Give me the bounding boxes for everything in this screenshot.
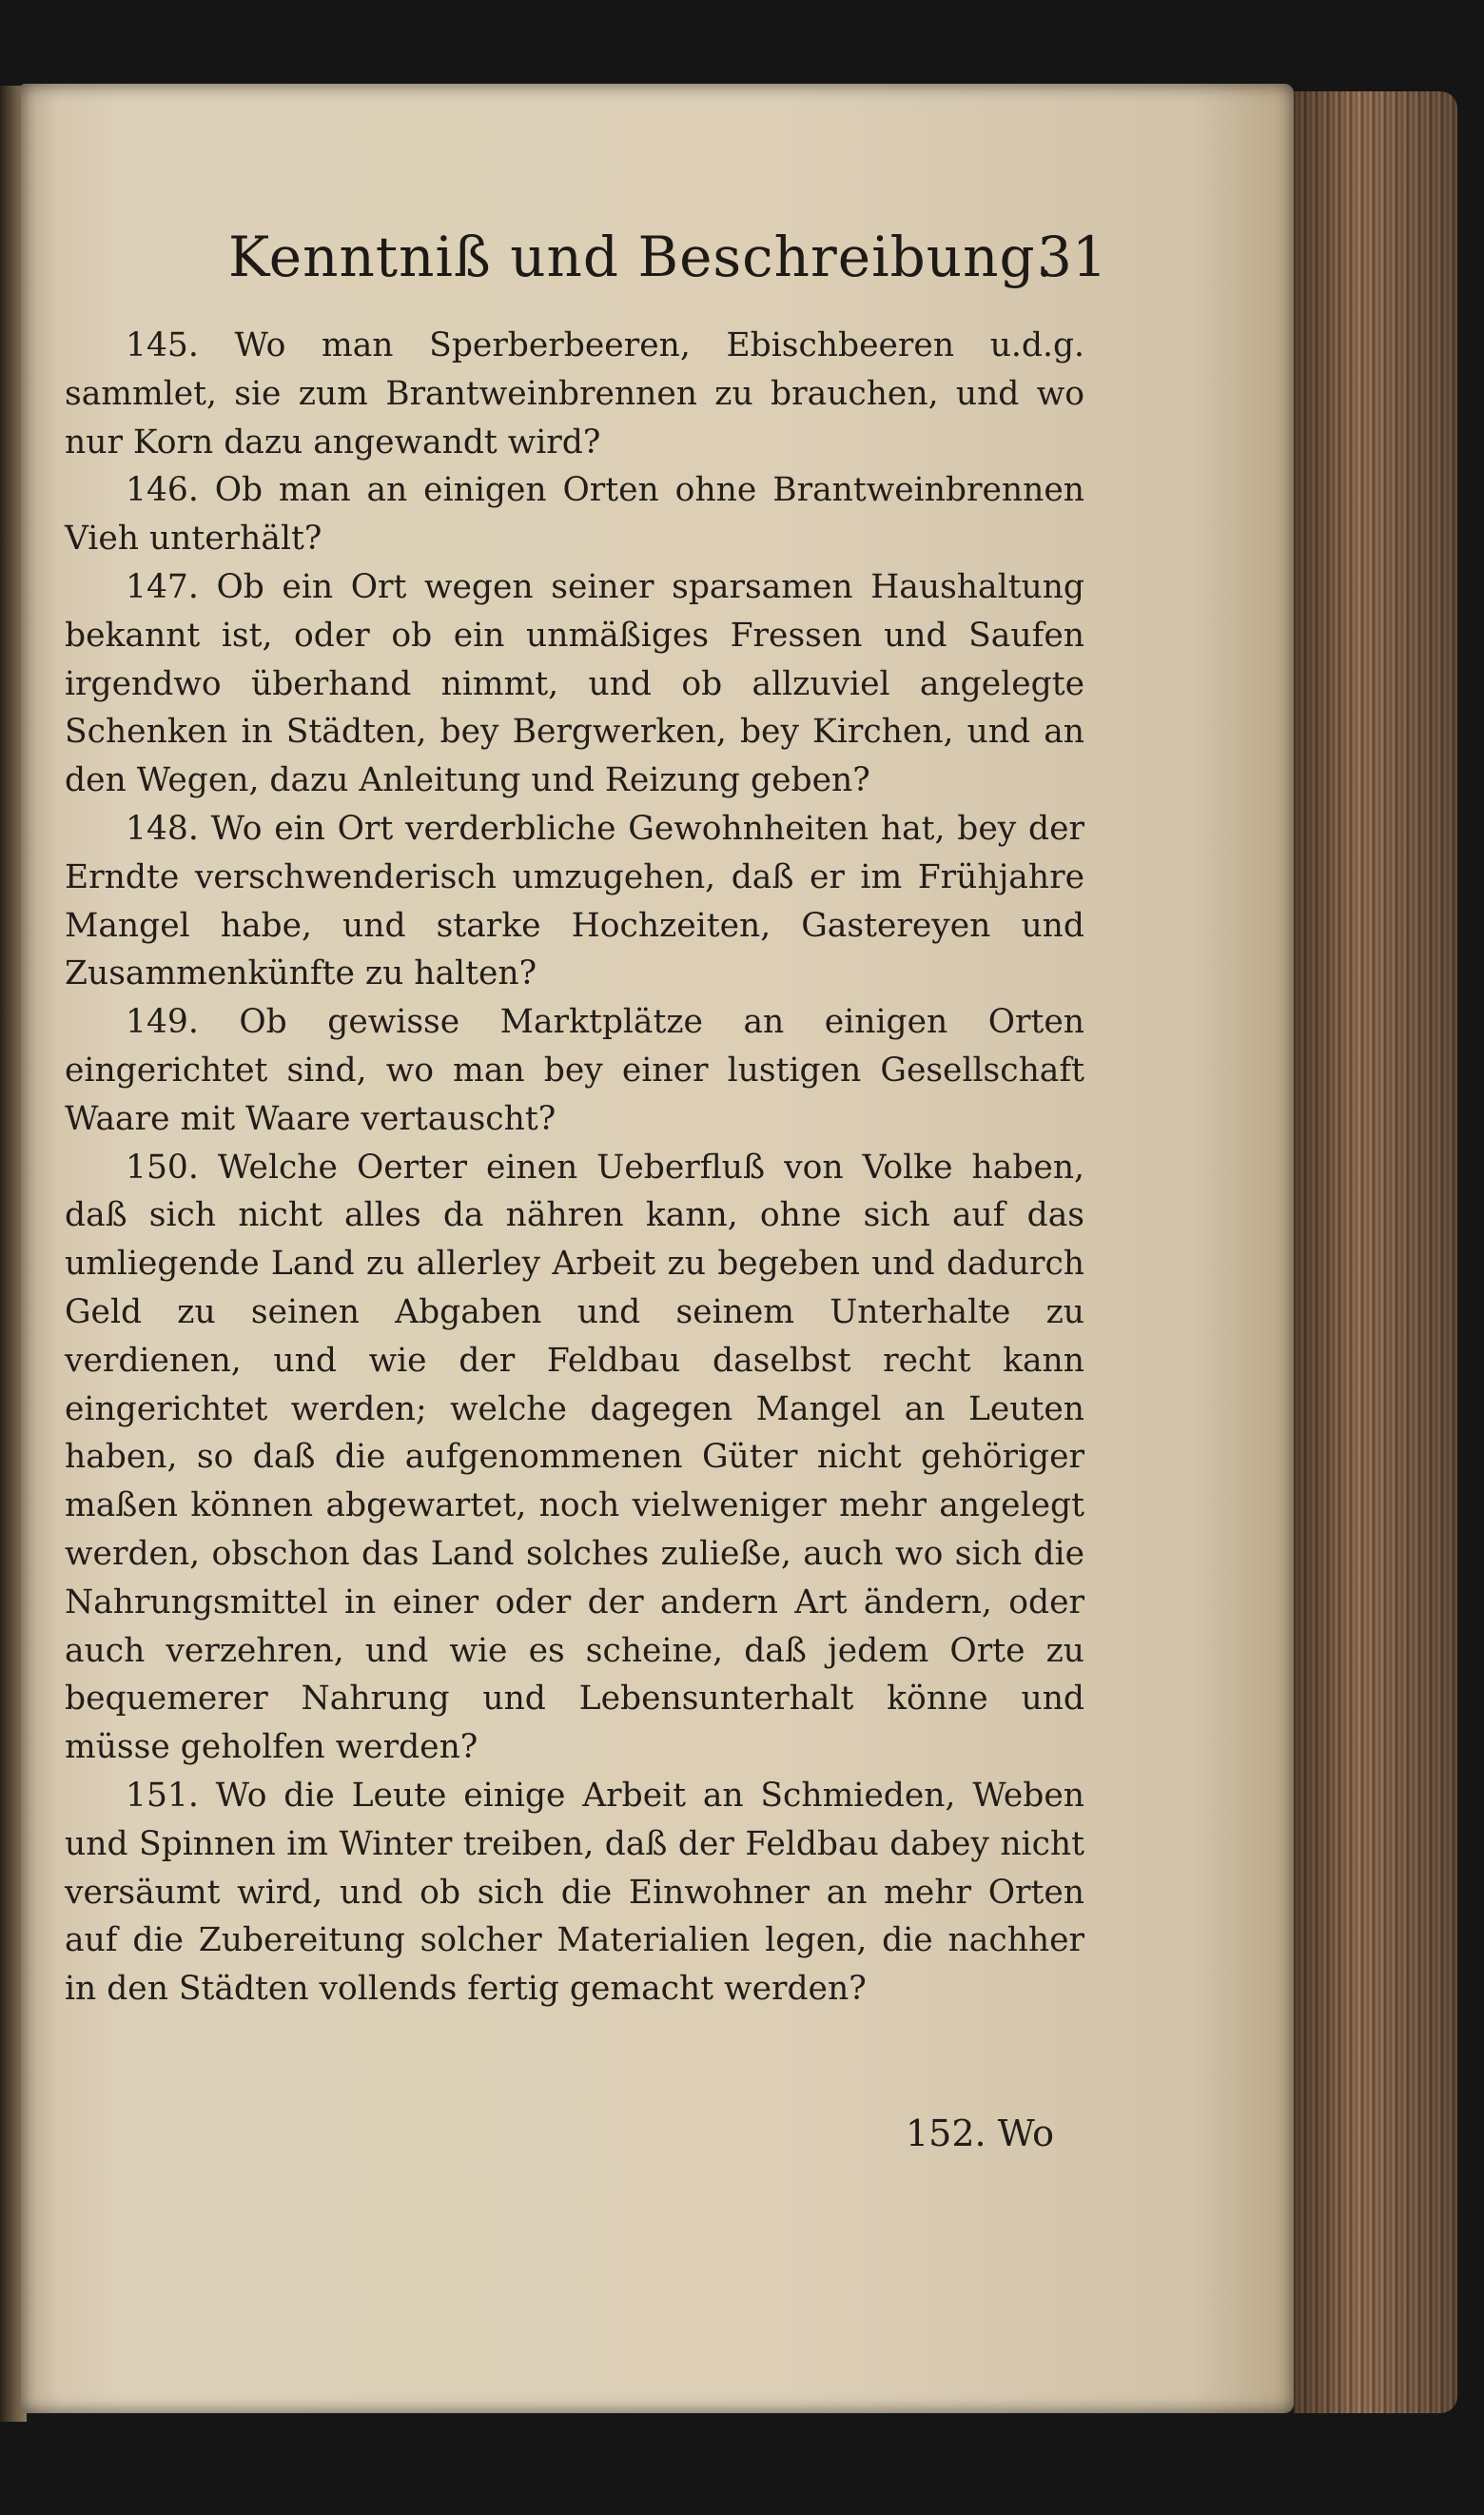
- page-edges-shadow: [1294, 91, 1457, 2413]
- entry-text: Ob man an einigen Orten ohne Brantweinbrennen Vieh unterhält?: [65, 471, 1084, 559]
- entry-text: Ob ein Ort wegen seiner sparsamen Haushaltung bekannt ist, oder ob ein unmäßiges Fressen und Saufen irgendwo überhand nimmt, und ob allzuviel angelegte Schenken in Städten, bey Bergwerken, bey Kirchen, und an den Wegen, dazu Anleitung und Reizung geben?: [65, 567, 1085, 800]
- entry-number: 145.: [126, 326, 199, 364]
- entry-149: [65, 998, 1084, 1143]
- entry-number: 149.: [126, 1003, 199, 1042]
- entry-number: 150.: [126, 1148, 199, 1187]
- entry-number: 151.: [126, 1776, 199, 1815]
- entry-number: 146.: [126, 471, 199, 510]
- entry-number: 148.: [126, 809, 199, 848]
- page-number: 31: [1037, 225, 1107, 289]
- catchword: 152. Wo: [906, 2112, 1055, 2154]
- entry-150: [65, 1144, 1084, 1772]
- entry-text: Wo ein Ort verderbliche Gewohnheiten hat, bey der Erndte verschwenderisch umzugehen, daß er im Frühjahre Mangel habe, und starke Hochzeiten, Gastereyen und Zusammenkünfte zu halten?: [65, 809, 1084, 993]
- entry-text: Wo man Sperberbeeren, Ebischbeeren u.d.g. sammlet, sie zum Brantweinbrennen zu brauchen, und wo nur Korn dazu angewandt wird?: [65, 326, 1085, 462]
- entry-151: [65, 1772, 1084, 2014]
- entry-text: Wo die Leute einige Arbeit an Schmieden, Weben und Spinnen im Winter treiben, daß der Feldbau dabey nicht versäumt wird, und ob sich die Einwohner an mehr Orten auf die Zubereitung solcher Materialien legen, die nachher in den Städten vollends fertig gemacht werden?: [65, 1776, 1085, 2009]
- entry-146: [65, 466, 1084, 563]
- entry-145: [65, 322, 1084, 466]
- page-body: [65, 322, 1084, 2014]
- entry-text: Welche Oerter einen Ueberfluß von Volke haben, daß sich nicht alles da nähren kann, ohne sich auf das umliegende Land zu allerley Arbeit zu begeben und dadurch Geld zu seinen Abgaben und seinem Unterhalte zu verdienen, und wie der Feldbau daselbst recht kann eingerichtet werden; welche dagegen Mangel an Leuten haben, so daß die aufgenommenen Güter nicht gehöriger maßen können abgewartet, noch vielweniger mehr angelegt werden, obschon das Land solches zuließe, auch wo sich die Nahrungsmittel in einer oder der andern Art ändern, oder auch verzehren, und wie es scheine, daß jedem Orte zu bequemerer Nahrung und Lebensunterhalt könne und müsse geholfen werden?: [65, 1148, 1084, 1767]
- running-title: Kenntniß und Beschreibung.: [228, 225, 1055, 289]
- entry-147: [65, 563, 1084, 805]
- entry-text: Ob gewisse Marktplätze an einigen Orten eingerichtet sind, wo man bey einer lustigen Gesellschaft Waare mit Waare vertauscht?: [65, 1003, 1085, 1138]
- entry-number: 147.: [126, 567, 199, 606]
- entry-148: [65, 805, 1084, 998]
